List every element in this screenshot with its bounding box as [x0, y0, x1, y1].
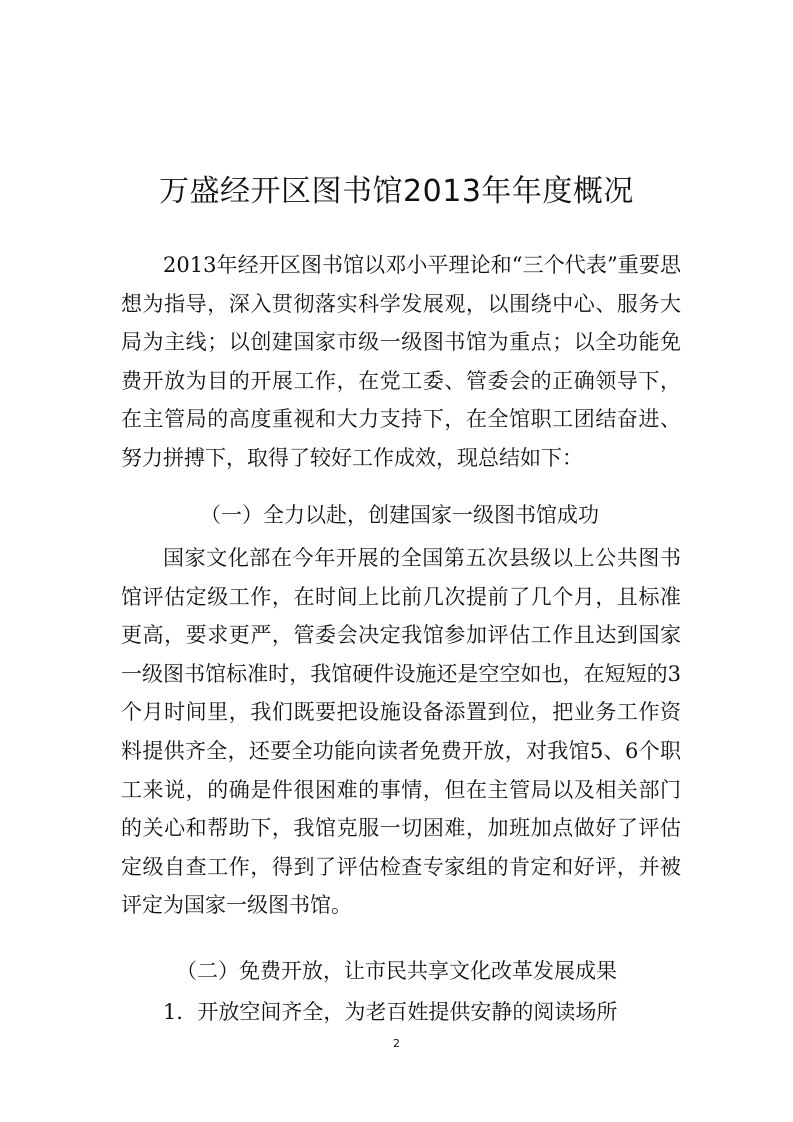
section1-heading: （一）全力以赴，创建国家一级图书馆成功: [200, 503, 599, 527]
section1-paragraph: 国家文化部在今年开展的全国第五次县级以上公共图书馆评估定级工作，在时间上比前几次提前了几个月，且标准更高，要求更严，管委会决定我馆参加评估工作且达到国家一级图书馆标准时，我馆硬件设施还是空空如也，在短短的3个月时间里，我们既要把设施设备添置到位，把业务工作资料提供齐全，还要全功能向读者免费开放，对我馆5、6个职工来说，的确是件很困难的事情，但在主管局以及相关部门的关心和帮助下，我馆克服一切困难，加班加点做好了评估定级自查工作，得到了评估检查专家组的肯定和好评，并被评定为国家一级图书馆。: [121, 546, 681, 918]
page-number: 2: [393, 1037, 400, 1050]
document-title: 万盛经开区图书馆2013年年度概况: [159, 174, 634, 209]
intro-paragraph: 2013年经开区图书馆以邓小平理论和“三个代表”重要思想为指导，深入贯彻落实科学发展观，以围绕中心、服务大局为主线；以创建国家市级一级图书馆为重点；以全功能免费开放为目的开展工作，在党工委、管委会的正确领导下，在主管局的高度重视和大力支持下，在全馆职工团结奋进、努力拼搏下，取得了较好工作成效，现总结如下：: [121, 253, 681, 470]
section2-heading: （二）免费开放，让市民共享文化改革发展成果: [176, 959, 617, 983]
section2-item1: 1．开放空间齐全，为老百姓提供安静的阅读场所: [163, 1000, 618, 1024]
